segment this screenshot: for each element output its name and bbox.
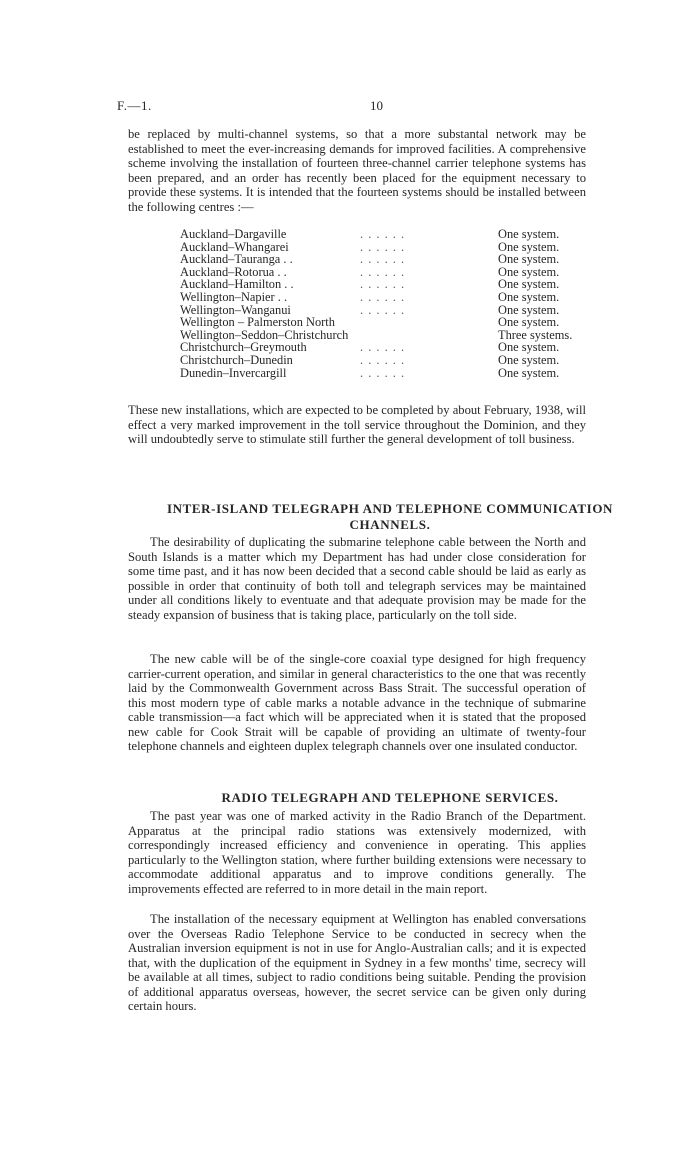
section-paragraph: The installation of the necessary equipment at Wellington has enabled conversations over the Overseas Radio Telephone Service to be conducted in secrecy when the Australian inversion equipment is not in use for Anglo-Australian calls; and it is expected that, with the duplication of the equipment in Sydney in a few months' time, secrecy will be available at all times, subject to radio conditions being suitable. Pending the provision of additional apparatus overseas, however, the secret service can be given only during certain hours. bbox=[128, 912, 586, 1014]
route-row bbox=[180, 367, 600, 380]
leader-dots: . . . . . . bbox=[360, 340, 406, 355]
section-heading-radio: RADIO TELEGRAPH AND TELEPHONE SERVICES. bbox=[221, 790, 559, 805]
route-row bbox=[180, 253, 600, 266]
leader-dots: . . . . . . bbox=[360, 352, 406, 367]
page-number: 10 bbox=[370, 98, 383, 113]
route-name: Christchurch–Greymouth bbox=[180, 340, 307, 355]
route-value: One system. bbox=[498, 352, 560, 367]
route-row bbox=[180, 291, 600, 304]
route-value: One system. bbox=[498, 365, 560, 380]
route-value: One system. bbox=[498, 264, 560, 279]
route-name: Auckland–Hamilton . . bbox=[180, 277, 294, 292]
closing-paragraph: These new installations, which are expected to be completed by about February, 1938, will effect a very marked improvement in the toll service throughout the Dominion, and they will undoubtedly serve to stimulate still further the general development of toll business. bbox=[128, 403, 586, 447]
route-value: One system. bbox=[498, 289, 560, 304]
route-value: One system. bbox=[498, 252, 560, 267]
route-name: Wellington–Wanganui bbox=[180, 302, 291, 317]
intro-paragraph: be replaced by multi-channel systems, so that a more substantal network may be established to meet the ever-increasing demands for improved facilities. A comprehensive scheme involving the installation of fourteen three-channel carrier telephone systems has been prepared, and an order has recently been placed for the equipment necessary to provide these systems. It is intended that the fourteen systems should be installed between the following centres :— bbox=[128, 127, 586, 214]
route-name: Wellington–Seddon–Christchurch bbox=[180, 327, 349, 342]
route-value: One system. bbox=[498, 302, 560, 317]
section-paragraph: The new cable will be of the single-core coaxial type designed for high frequency carrier-current operation, and similar in general characteristics to the one that was recently laid by the Commonwealth Government across Bass Strait. The successful operation of this most modern type of cable marks a notable advance in the technique of submarine cable transmission—a fact which will be appreciated when it is stated that the proposed new cable for Cook Strait will be capable of providing an ultimate of twenty-four telephone channels and eighteen duplex telegraph channels over one insulated conductor. bbox=[128, 652, 586, 754]
leader-dots: . . . . . . bbox=[360, 252, 406, 267]
route-name: Auckland–Tauranga . . bbox=[180, 252, 293, 267]
route-name: Christchurch–Dunedin bbox=[180, 352, 293, 367]
route-value: One system. bbox=[498, 239, 560, 254]
route-value: One system. bbox=[498, 340, 560, 355]
leader-dots: . . . . . . bbox=[360, 239, 406, 254]
route-row bbox=[180, 228, 600, 241]
route-value: One system. bbox=[498, 277, 560, 292]
route-name: Auckland–Dargaville bbox=[180, 227, 287, 241]
document-code: F.—1. bbox=[117, 98, 152, 113]
route-row bbox=[180, 354, 600, 367]
route-name: Auckland–Rotorua . . bbox=[180, 264, 287, 279]
section-paragraph: The past year was one of marked activity in the Radio Branch of the Department. Apparatus at the principal radio stations was extensively modernized, with correspondingly increased efficiency and convenience in operating. This applies particularly to the Wellington station, where further building extensions were necessary to accommodate additional apparatus and to improve conditions generally. The improvements effected are referred to in more detail in the main report. bbox=[128, 809, 586, 896]
route-value: Three systems. bbox=[498, 327, 573, 342]
leader-dots: . . . . . . bbox=[360, 302, 406, 317]
leader-dots: . . . . . . bbox=[360, 289, 406, 304]
route-name: Wellington–Napier . . bbox=[180, 289, 288, 304]
section-paragraph: The desirability of duplicating the submarine telephone cable between the North and South Islands is a matter which my Department has had under close consideration for some time past, and it has now been decided that a second cable should be laid as early as possible in order that continuity of both toll and telegraph services may be maintained under all conditions likely to eventuate and that adequate provision may be made for the steady expansion of business that is taking place, particularly on the toll side. bbox=[128, 535, 586, 622]
route-name: Auckland–Whangarei bbox=[180, 239, 289, 254]
leader-dots: . . . . . . bbox=[360, 365, 406, 380]
route-name: Dunedin–Invercargill bbox=[180, 365, 287, 380]
route-value: One system. bbox=[498, 315, 560, 330]
route-list bbox=[180, 228, 600, 379]
route-value: One system. bbox=[498, 227, 560, 241]
route-name: Wellington – Palmerston North bbox=[180, 315, 335, 330]
leader-dots: . . . . . . bbox=[360, 264, 406, 279]
leader-dots: . . . . . . bbox=[360, 227, 406, 241]
section-heading-inter-island: INTER-ISLAND TELEGRAPH AND TELEPHONE COMMUNICATION CHANNELS. bbox=[166, 501, 614, 532]
leader-dots: . . . . . . bbox=[360, 277, 406, 292]
route-row bbox=[180, 316, 600, 329]
